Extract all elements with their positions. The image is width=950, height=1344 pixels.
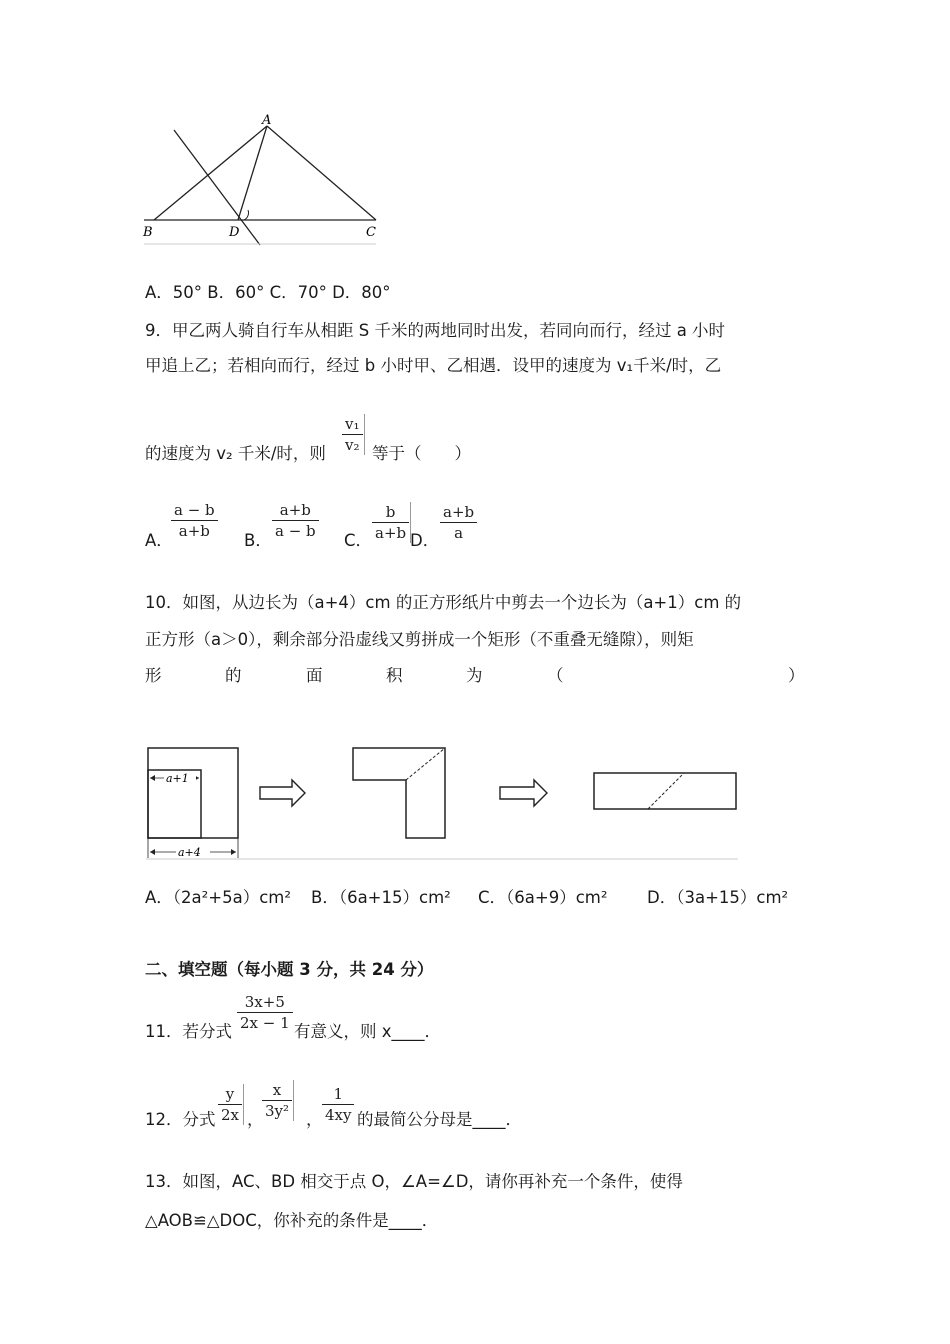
q10-line1: 10．如图，从边长为（a+4）cm 的正方形纸片中剪去一个边长为（a+1）cm 的 xyxy=(145,593,742,612)
fraction-denominator: a − b xyxy=(275,522,316,540)
fraction-denominator: 3y² xyxy=(265,1102,290,1120)
fraction-denominator: a+b xyxy=(375,524,407,542)
option-letter: D． xyxy=(647,888,677,907)
q10-option-b xyxy=(311,884,451,908)
q9-option-d-letter: D． xyxy=(410,531,440,550)
fraction-numerator: a+b xyxy=(440,502,477,523)
q10-line3-c1: 形 xyxy=(145,666,162,685)
square-cut-figure xyxy=(140,740,740,862)
fraction-numerator: y xyxy=(218,1084,242,1105)
fraction-numerator: 1 xyxy=(322,1084,354,1105)
fraction-numerator: b xyxy=(372,502,409,523)
fraction-numerator: 3x+5 xyxy=(237,992,293,1013)
q10-line3-c5: 为 xyxy=(466,666,483,685)
option-text: （6a+15）cm² xyxy=(338,888,451,907)
fraction-numerator: x xyxy=(262,1080,292,1101)
q13-line2: △AOB≌△DOC，你补充的条件是____． xyxy=(145,1211,439,1230)
fraction-denominator: 4xy xyxy=(325,1106,352,1124)
q10-line3-c4: 积 xyxy=(386,666,403,685)
q9-option-c-fraction xyxy=(372,502,411,543)
q9-option-a-letter: A． xyxy=(145,531,173,550)
vertex-label-c: C xyxy=(366,225,376,240)
option-text: （2a²+5a）cm² xyxy=(172,888,291,907)
fraction-denominator: v₂ xyxy=(345,436,360,454)
q9-line1: 9．甲乙两人骑自行车从相距 S 千米的两地同时出发，若同向而行，经过 a 小时 xyxy=(145,321,726,340)
fraction-numerator: a+b xyxy=(272,500,319,521)
q9-line3-prefix: 的速度为 v₂ 千米/时，则 xyxy=(145,444,326,463)
q12-fraction-3 xyxy=(322,1084,354,1125)
q13-line1: 13．如图，AC、BD 相交于点 O，∠A=∠D，请你再补充一个条件，使得 xyxy=(145,1172,683,1191)
q9-option-c-letter: C． xyxy=(344,531,373,550)
vertex-label-a: A xyxy=(262,113,272,128)
q10-line2: 正方形（a＞0），剩余部分沿虚线又剪拼成一个矩形（不重叠无缝隙），则矩 xyxy=(145,630,694,649)
fraction-denominator: a+b xyxy=(178,522,210,540)
q9-ratio-fraction xyxy=(342,414,365,455)
label-a-plus-1: a+1 xyxy=(166,772,189,785)
option-letter: C． xyxy=(478,888,507,907)
fraction-denominator: a xyxy=(454,524,464,542)
q10-line3-c6: （ xyxy=(547,666,564,685)
vertex-label-b: B xyxy=(143,225,153,240)
q12-prefix: 12．分式 xyxy=(145,1110,216,1129)
q9-option-a-fraction xyxy=(171,500,218,541)
option-text: （6a+9）cm² xyxy=(506,888,608,907)
vertex-label-d: D xyxy=(229,225,240,240)
q12-separator-2: ， xyxy=(306,1110,323,1129)
section-heading: 二、填空题（每小题 3 分，共 24 分） xyxy=(145,960,434,979)
fraction-denominator: 2x − 1 xyxy=(240,1014,290,1032)
option-text: （3a+15）cm² xyxy=(676,888,789,907)
q9-option-d-fraction xyxy=(440,502,477,543)
q9-option-b-fraction xyxy=(272,500,319,541)
q10-line3-c2: 的 xyxy=(225,666,242,685)
q12-separator-1: ， xyxy=(247,1110,264,1129)
q10-line3-c7: ） xyxy=(788,666,805,685)
q12-fraction-1 xyxy=(218,1084,244,1125)
q9-option-b-letter: B． xyxy=(244,531,272,550)
q10-option-c xyxy=(478,884,607,908)
fraction-denominator: 2x xyxy=(221,1106,240,1124)
q9-line2: 甲追上乙；若相向而行，经过 b 小时甲、乙相遇．设甲的速度为 v₁千米/时，乙 xyxy=(145,356,722,375)
fraction-numerator: v₁ xyxy=(342,414,363,435)
q12-fraction-2 xyxy=(262,1080,294,1121)
q8-options: A．50° B．60° C．70° D．80° xyxy=(145,283,391,302)
option-letter: A． xyxy=(145,888,173,907)
q11-prefix: 11．若分式 xyxy=(145,1022,232,1041)
q9-line3-suffix: 等于（ ） xyxy=(372,444,471,463)
q12-suffix: 的最简公分母是____． xyxy=(357,1110,522,1129)
q11-suffix: 有意义，则 x____． xyxy=(294,1022,442,1041)
option-letter: B． xyxy=(311,888,339,907)
triangle-figure xyxy=(140,112,385,247)
q10-option-d xyxy=(647,884,788,908)
label-a-plus-4: a+4 xyxy=(178,846,201,859)
q10-line3-c3: 面 xyxy=(306,666,323,685)
fraction-numerator: a − b xyxy=(171,500,218,521)
q10-option-a xyxy=(145,884,291,908)
q11-fraction xyxy=(237,992,293,1033)
